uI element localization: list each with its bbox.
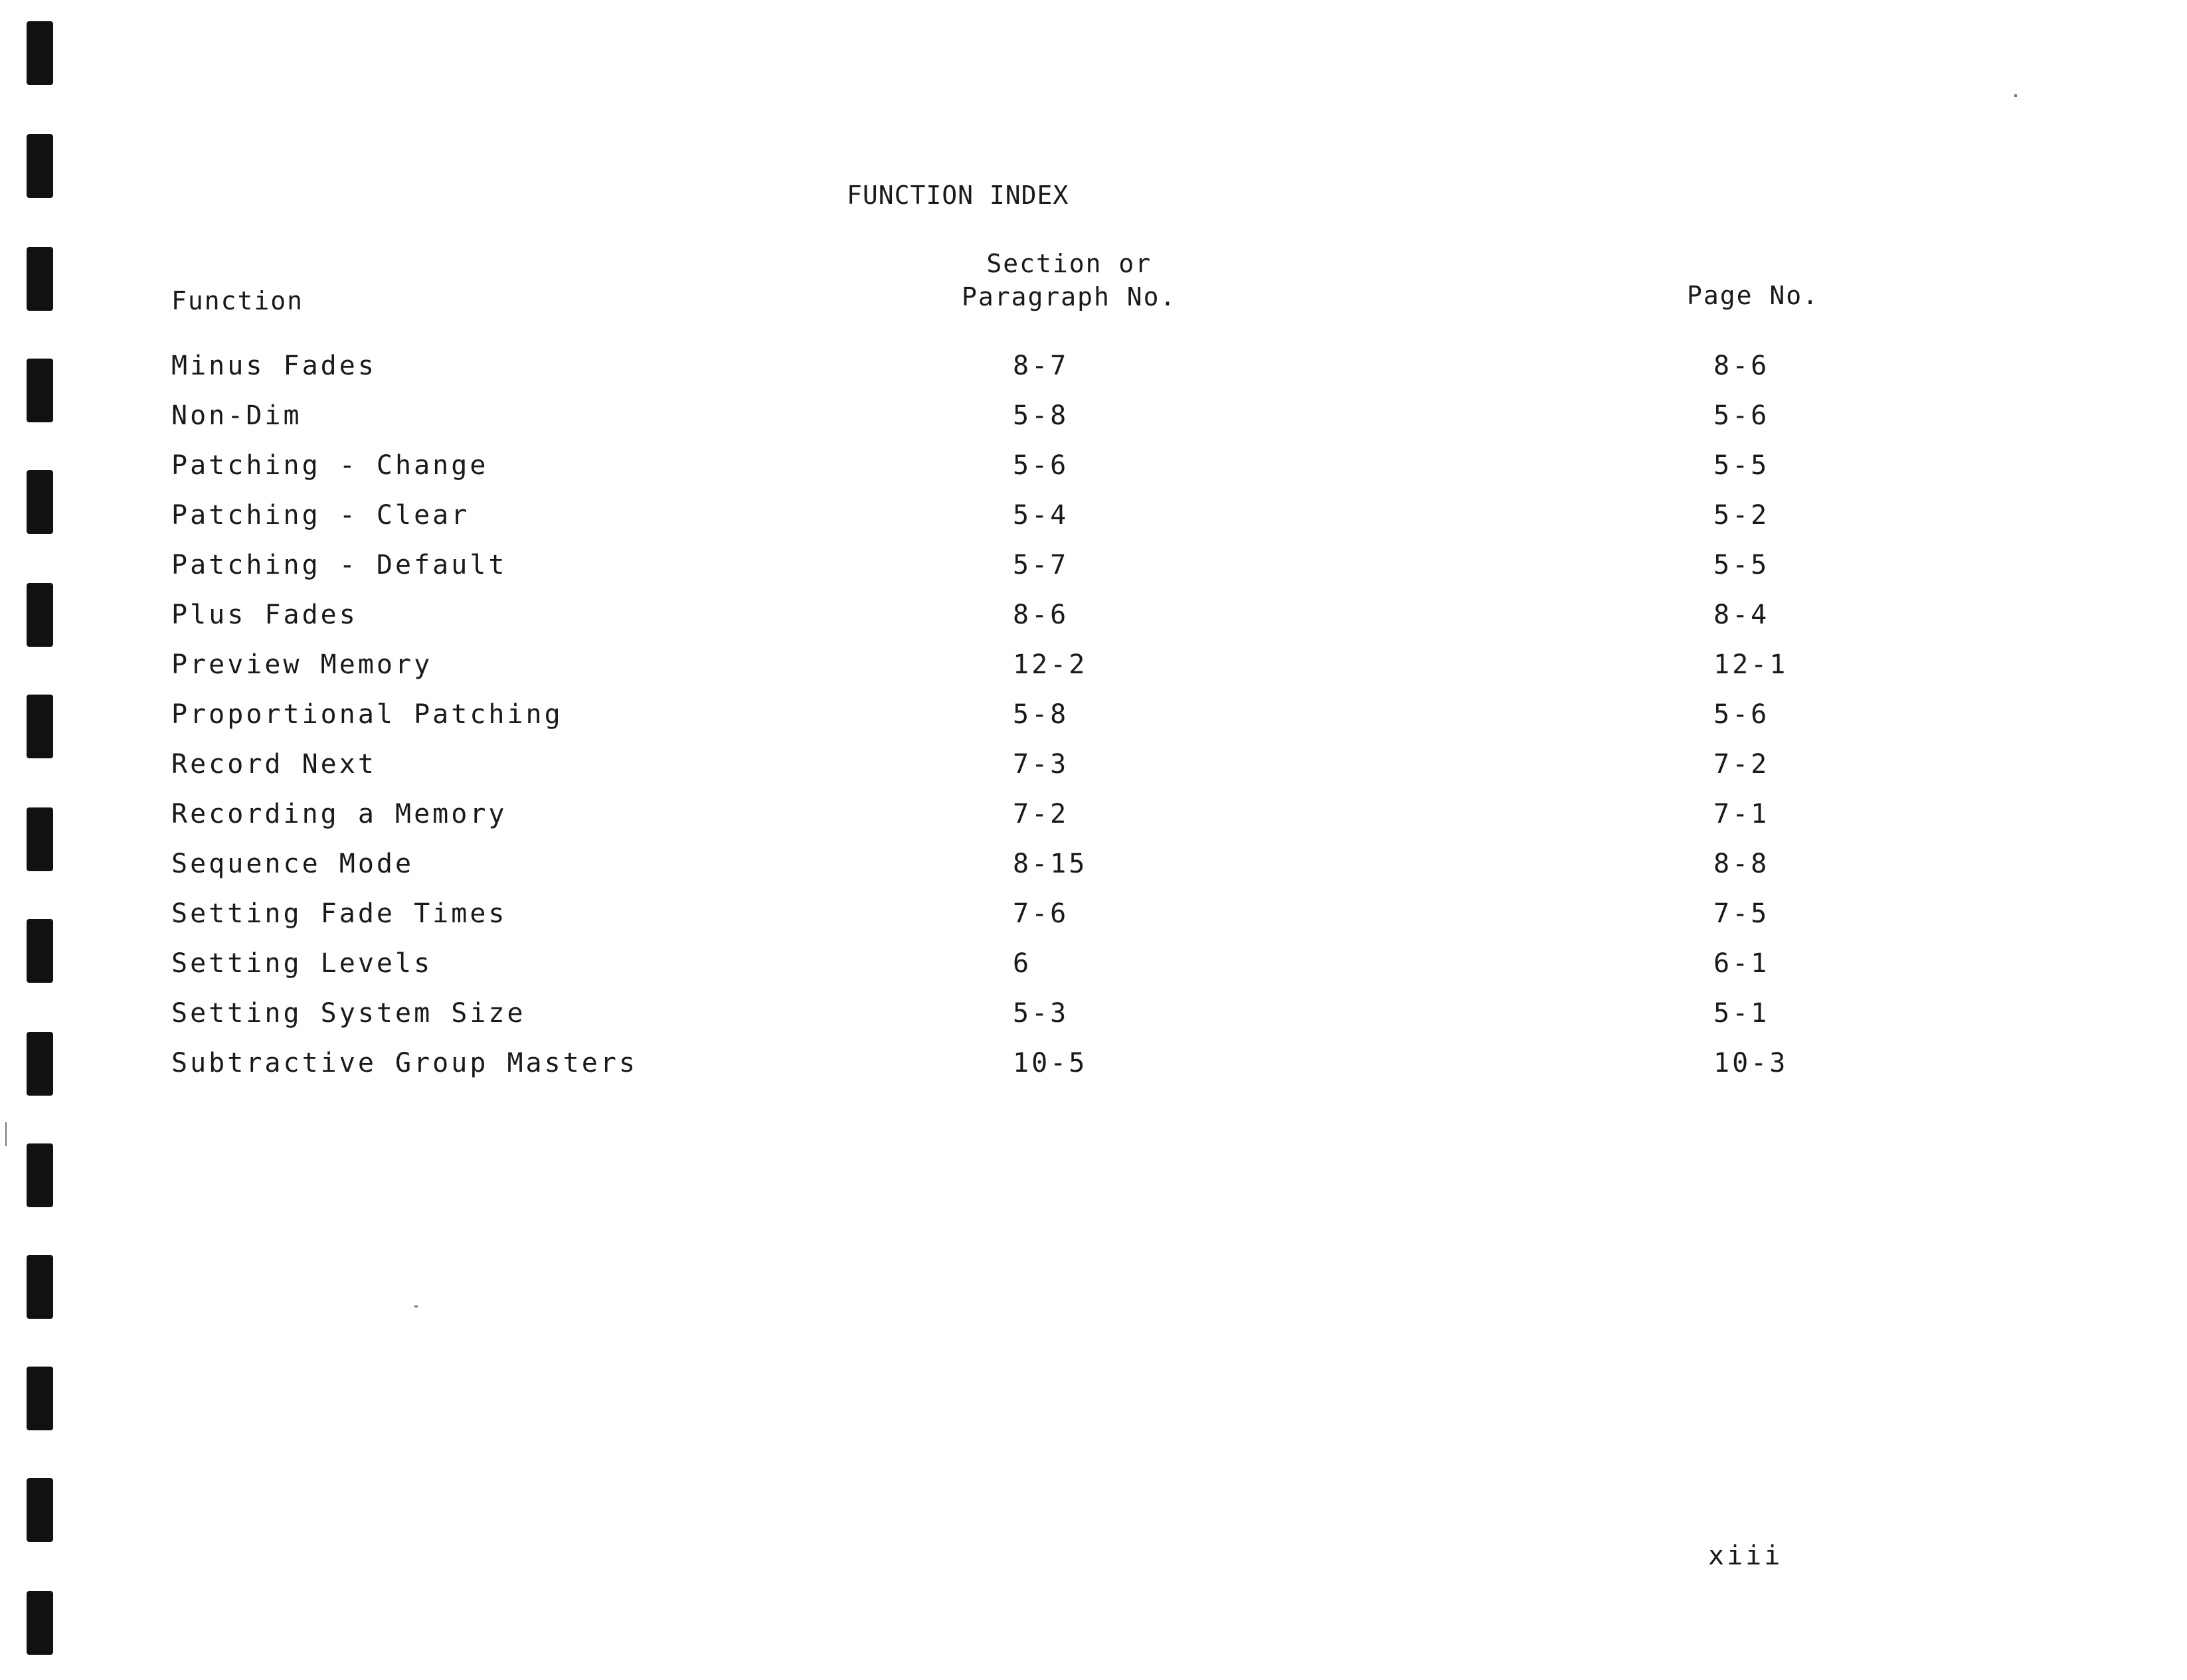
binding-hole [27,1143,53,1207]
index-row [0,847,2187,897]
function-name: Proportional Patching [171,699,563,730]
index-row [0,648,2187,698]
page-number: 12-1 [1713,649,1789,680]
section-number: 5-8 [1013,400,1069,431]
scan-speck [5,1122,7,1146]
index-row [0,897,2187,947]
index-row [0,748,2187,798]
column-header-section [962,247,1176,313]
index-row [0,548,2187,598]
page-number: 8-6 [1713,351,1770,381]
binding-hole [27,1255,53,1319]
binding-hole [27,21,53,85]
page-number: 10-3 [1713,1048,1789,1078]
function-name: Recording a Memory [171,799,507,829]
index-row [0,798,2187,847]
index-row [0,349,2187,399]
column-header-section-line1: Section or [986,249,1152,278]
binding-hole [27,1478,53,1542]
page-number: 6-1 [1713,948,1770,979]
function-name: Record Next [171,749,377,780]
section-number: 8-6 [1013,600,1069,630]
page-number: 5-5 [1713,550,1770,580]
section-number: 6 [1013,948,1032,979]
index-row [0,698,2187,748]
column-header-function: Function [171,286,304,315]
function-name: Patching - Default [171,550,507,580]
index-row [0,598,2187,648]
function-name: Setting System Size [171,998,526,1029]
page-number: 8-8 [1713,849,1770,879]
function-name: Setting Levels [171,948,433,979]
function-name: Setting Fade Times [171,898,507,929]
section-number: 7-2 [1013,799,1069,829]
page-number: 7-2 [1713,749,1770,780]
page-title: FUNCTION INDEX [847,181,1069,210]
binding-hole [27,1367,53,1430]
page-number: 5-2 [1713,500,1770,531]
column-header-page: Page No. [1687,281,1820,310]
footer-page-number: xiii [1708,1541,1783,1571]
column-header-section-line2: Paragraph No. [962,282,1177,311]
section-number: 7-6 [1013,898,1069,929]
section-number: 12-2 [1013,649,1088,680]
page-number: 5-5 [1713,450,1770,481]
section-number: 5-4 [1013,500,1069,531]
function-name: Patching - Change [171,450,489,481]
section-number: 8-15 [1013,849,1088,879]
section-number: 10-5 [1013,1048,1088,1078]
index-row [0,449,2187,499]
index-row [0,1047,2187,1096]
index-row [0,399,2187,449]
scan-speck [414,1305,418,1307]
function-name: Non-Dim [171,400,302,431]
index-table [0,349,2187,1096]
section-number: 7-3 [1013,749,1069,780]
section-number: 5-3 [1013,998,1069,1029]
page-number: 5-6 [1713,400,1770,431]
binding-hole [27,247,53,311]
function-name: Plus Fades [171,600,358,630]
page-number: 5-1 [1713,998,1770,1029]
page-number: 7-5 [1713,898,1770,929]
function-name: Subtractive Group Masters [171,1048,638,1078]
page-number: 7-1 [1713,799,1770,829]
index-row [0,499,2187,548]
function-name: Minus Fades [171,351,377,381]
function-name: Preview Memory [171,649,433,680]
page-number: 8-4 [1713,600,1770,630]
binding-hole [27,134,53,198]
section-number: 5-7 [1013,550,1069,580]
section-number: 5-6 [1013,450,1069,481]
binding-hole [27,1591,53,1655]
scan-speck [2014,94,2017,97]
section-number: 8-7 [1013,351,1069,381]
section-number: 5-8 [1013,699,1069,730]
page-number: 5-6 [1713,699,1770,730]
function-name: Patching - Clear [171,500,470,531]
index-row [0,947,2187,997]
function-name: Sequence Mode [171,849,414,879]
index-row [0,997,2187,1047]
